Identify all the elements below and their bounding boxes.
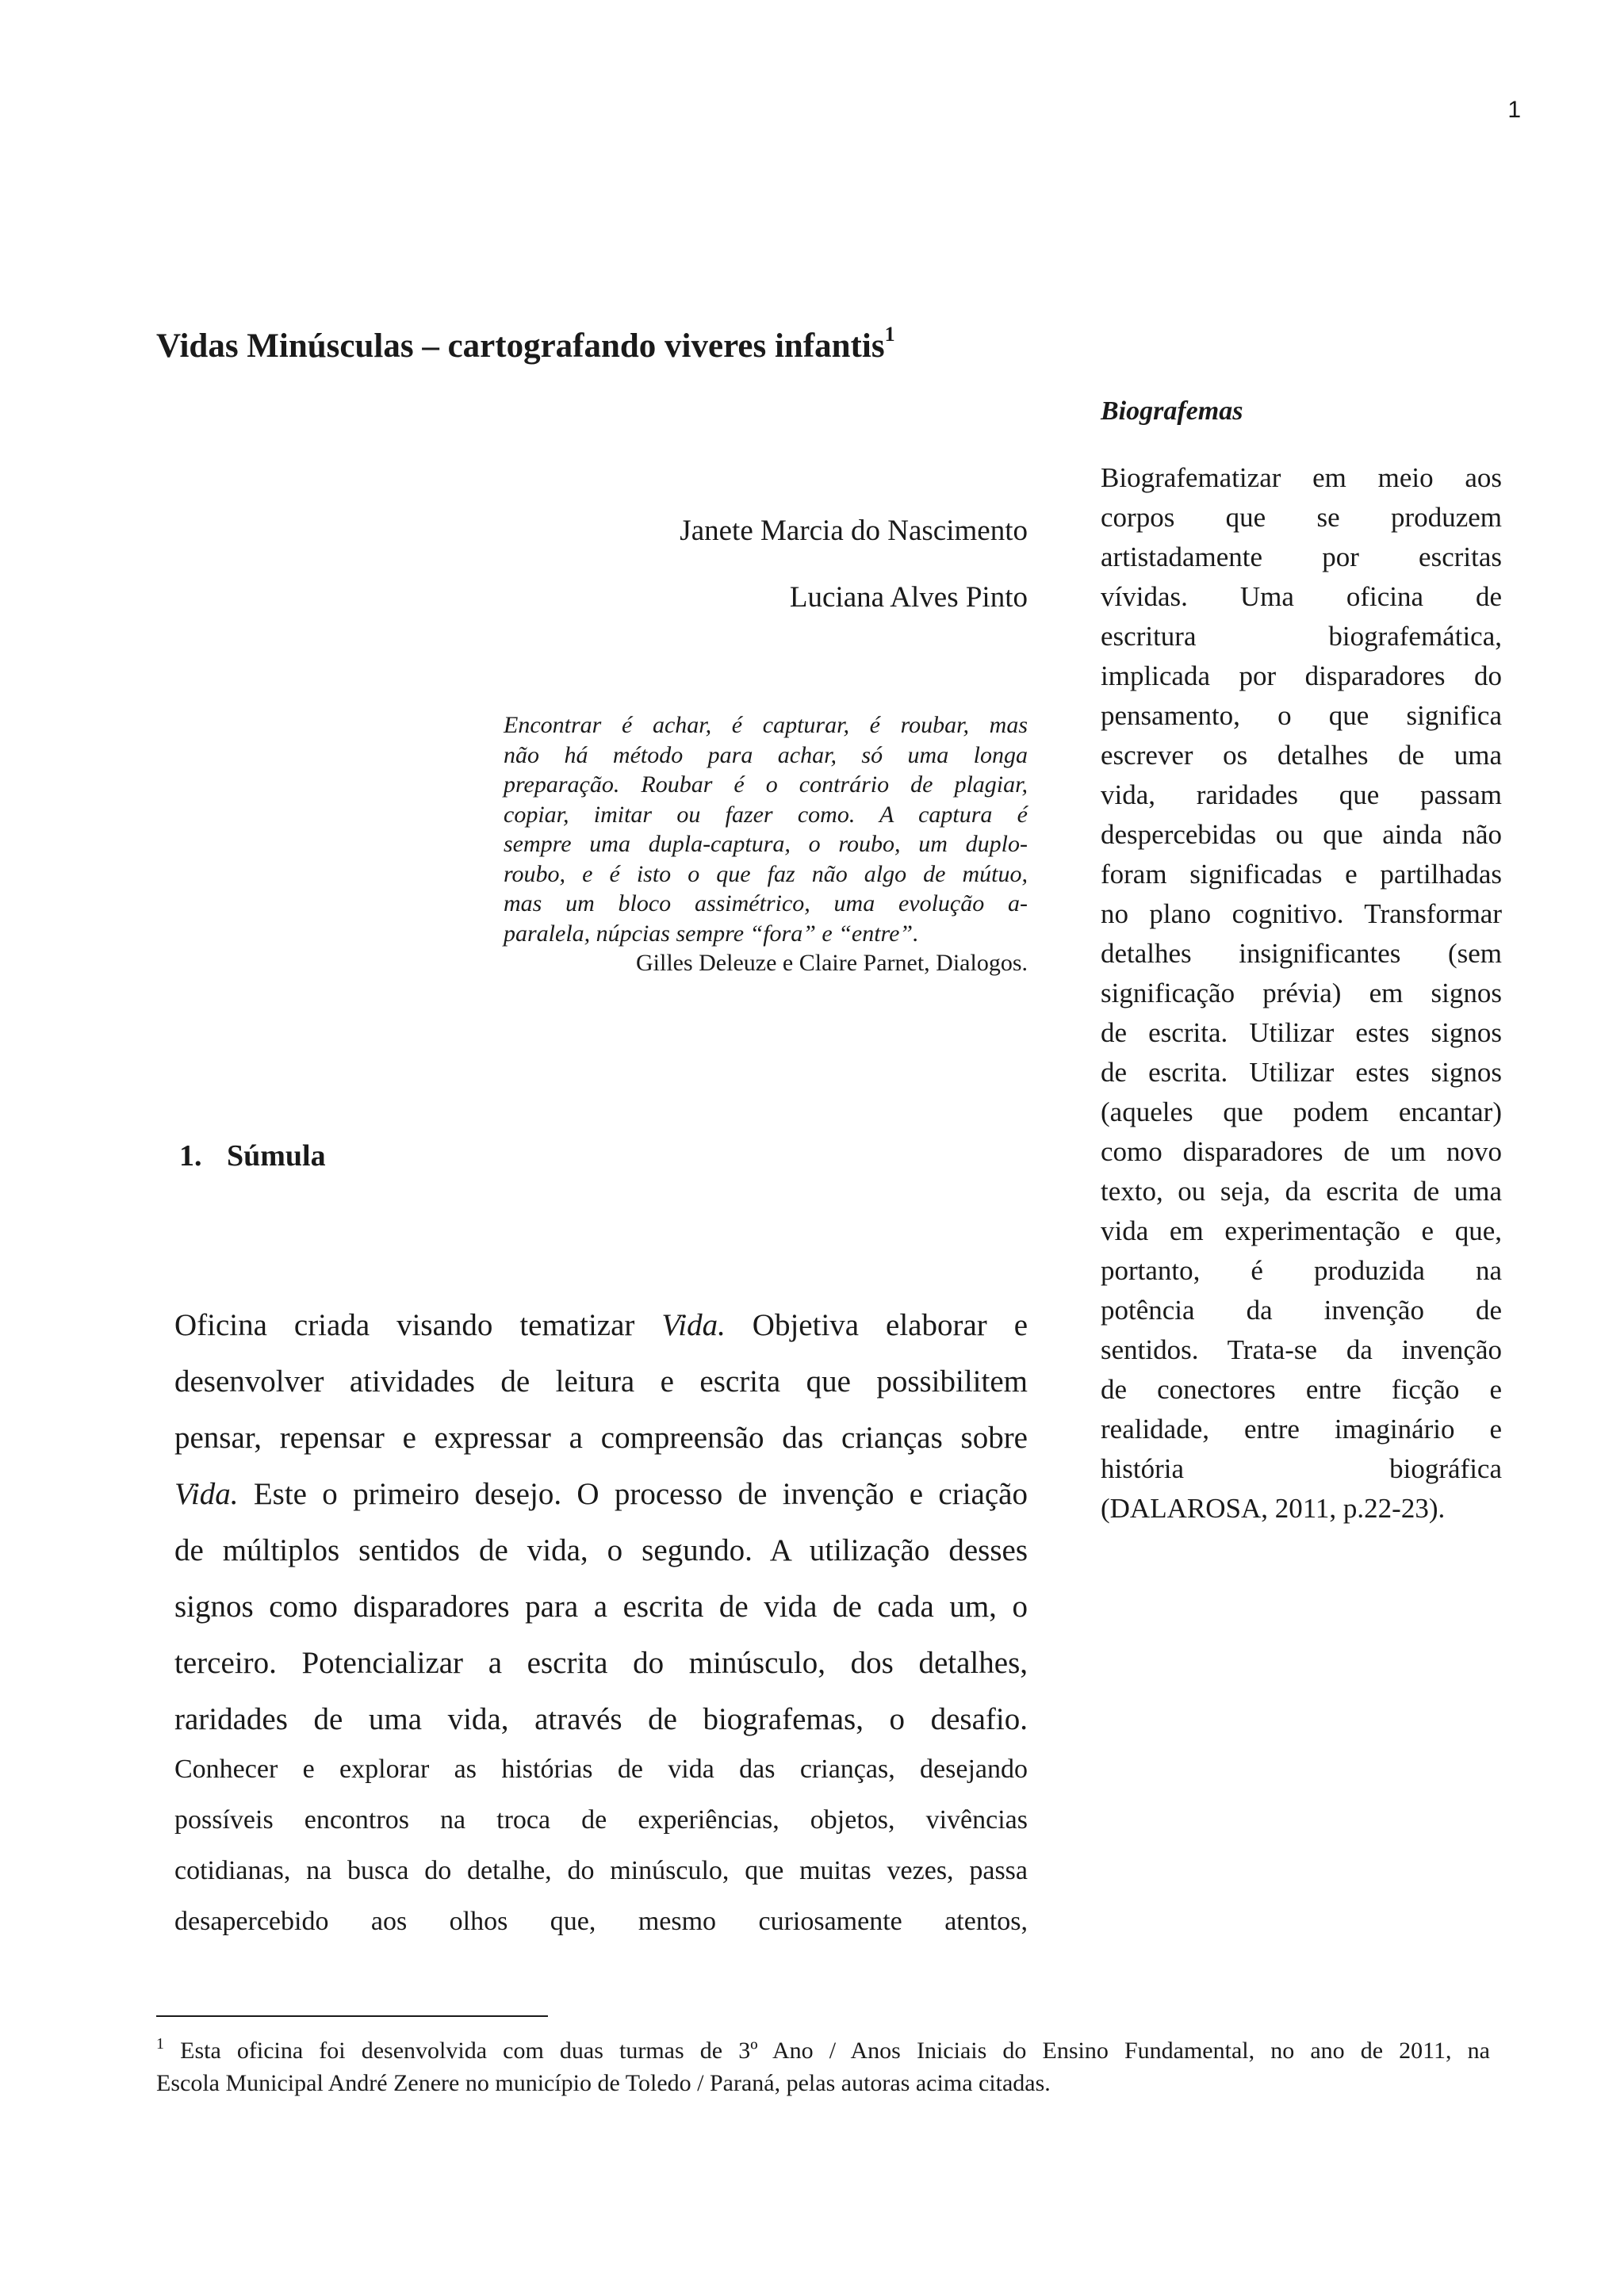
sidebar-line: foram significadas e partilhadas — [1101, 859, 1502, 890]
sidebar-line: pensamento, o que significa — [1101, 700, 1502, 731]
body-line: Oficina criada visando tematizar Vida. Objetiva elaborar e — [174, 1308, 1028, 1342]
sidebar-line: de conectores entre ficção e — [1101, 1374, 1502, 1405]
title-footnote-ref[interactable]: 1 — [884, 323, 895, 346]
sidebar-line: de escrita. Utilizar estes signos — [1101, 1017, 1502, 1048]
epigraph-line: paralela, núpcias sempre “fora” e “entre”. — [504, 920, 919, 947]
sidebar-line: potência da invenção de — [1101, 1295, 1502, 1326]
epigraph-line: roubo, e é isto o que faz não algo de mútuo, — [504, 860, 1028, 887]
body-line: Vida. Este o primeiro desejo. O processo de invenção e criação — [174, 1477, 1028, 1511]
body-line: desapercebido aos olhos que, mesmo curiosamente atentos, — [174, 1907, 1028, 1936]
sidebar-line: escritura biografemática, — [1101, 621, 1502, 652]
sidebar-line: (DALAROSA, 2011, p.22-23). — [1101, 1493, 1446, 1524]
body-line: pensar, repensar e expressar a compreensão das crianças sobre — [174, 1421, 1028, 1455]
sidebar-line: sentidos. Trata-se da invenção — [1101, 1334, 1502, 1365]
sidebar-line: vida, raridades que passam — [1101, 779, 1502, 810]
body-line: desenvolver atividades de leitura e escrita que possibilitem — [174, 1364, 1028, 1399]
sidebar-line: de escrita. Utilizar estes signos — [1101, 1057, 1502, 1088]
sidebar-line: Biografematizar em meio aos — [1101, 462, 1502, 493]
sidebar-title: Biografemas — [1101, 396, 1243, 426]
body-line: de múltiplos sentidos de vida, o segundo. A utilização desses — [174, 1533, 1028, 1567]
sidebar-line: portanto, é produzida na — [1101, 1255, 1502, 1286]
sidebar-line: como disparadores de um novo — [1101, 1136, 1502, 1167]
sidebar-line: corpos que se produzem — [1101, 502, 1502, 533]
body-line: cotidianas, na busca do detalhe, do minúsculo, que muitas vezes, passa — [174, 1856, 1028, 1885]
page-number: 1 — [1507, 97, 1521, 123]
epigraph-citation: Gilles Deleuze e Claire Parnet, Dialogos. — [635, 950, 1028, 976]
body-paragraph — [174, 1297, 1028, 1747]
author-name: Luciana Alves Pinto — [789, 581, 1028, 614]
paper-title — [156, 323, 895, 365]
footnote-marker: 1 — [156, 2035, 164, 2053]
sidebar-line: despercebidas ou que ainda não — [1101, 819, 1502, 850]
sidebar-line: história biográfica — [1101, 1453, 1502, 1484]
epigraph-line: preparação. Roubar é o contrário de plagiar, — [504, 771, 1028, 798]
body-line: Conhecer e explorar as histórias de vida das crianças, desejando — [174, 1755, 1028, 1784]
epigraph-line: mas um bloco assimétrico, uma evolução a- — [504, 890, 1028, 916]
footnote — [156, 2036, 1490, 2099]
body-line: possíveis encontros na troca de experiências, objetos, vivências — [174, 1805, 1028, 1835]
sidebar-line: vida em experimentação e que, — [1101, 1215, 1502, 1246]
section-title: Súmula — [227, 1139, 326, 1173]
epigraph-line: Encontrar é achar, é capturar, é roubar, mas — [504, 712, 1028, 738]
author-name: Janete Marcia do Nascimento — [680, 515, 1028, 547]
sidebar-line: significação prévia) em signos — [1101, 978, 1502, 1008]
body-paragraph-continued — [174, 1744, 1028, 1947]
epigraph-line: copiar, imitar ou fazer como. A captura é — [504, 801, 1028, 828]
section-heading — [179, 1138, 326, 1173]
sidebar-line: realidade, entre imaginário e — [1101, 1414, 1502, 1445]
sidebar-line: detalhes insignificantes (sem — [1101, 938, 1502, 969]
sidebar-line: artistadamente por escritas — [1101, 541, 1502, 572]
epigraph-line: não há método para achar, só uma longa — [504, 741, 1028, 768]
body-line: signos como disparadores para a escrita de vida de cada um, o — [174, 1590, 1028, 1624]
sidebar-line: implicada por disparadores do — [1101, 660, 1502, 691]
sidebar-line: no plano cognitivo. Transformar — [1101, 898, 1502, 929]
sidebar-line: vívidas. Uma oficina de — [1101, 581, 1502, 612]
footnote-line: Escola Municipal André Zenere no município de Toledo / Paraná, pelas autoras acima citadas. — [156, 2070, 1051, 2096]
section-number: 1. — [179, 1139, 202, 1173]
epigraph — [504, 710, 1028, 978]
footnote-divider — [156, 2015, 548, 2017]
body-line: raridades de uma vida, através de biografemas, o desafio. — [174, 1702, 1028, 1736]
sidebar-line: escrever os detalhes de uma — [1101, 740, 1502, 771]
footnote-line: $^1$ Esta oficina foi desenvolvida com duas turmas de 3º Ano / Anos Iniciais do Ensino Fundamental, no ano de 2011, na — [156, 2035, 1490, 2064]
sidebar-column — [1101, 458, 1502, 1529]
sidebar-line: (aqueles que podem encantar) — [1101, 1096, 1502, 1127]
body-line: terceiro. Potencializar a escrita do minúsculo, dos detalhes, — [174, 1646, 1028, 1680]
sidebar-line: texto, ou seja, da escrita de uma — [1101, 1176, 1502, 1207]
paper-title-text: Vidas Minúsculas – cartografando viveres infantis — [156, 327, 885, 365]
epigraph-line: sempre uma dupla-captura, o roubo, um duplo- — [504, 831, 1028, 857]
